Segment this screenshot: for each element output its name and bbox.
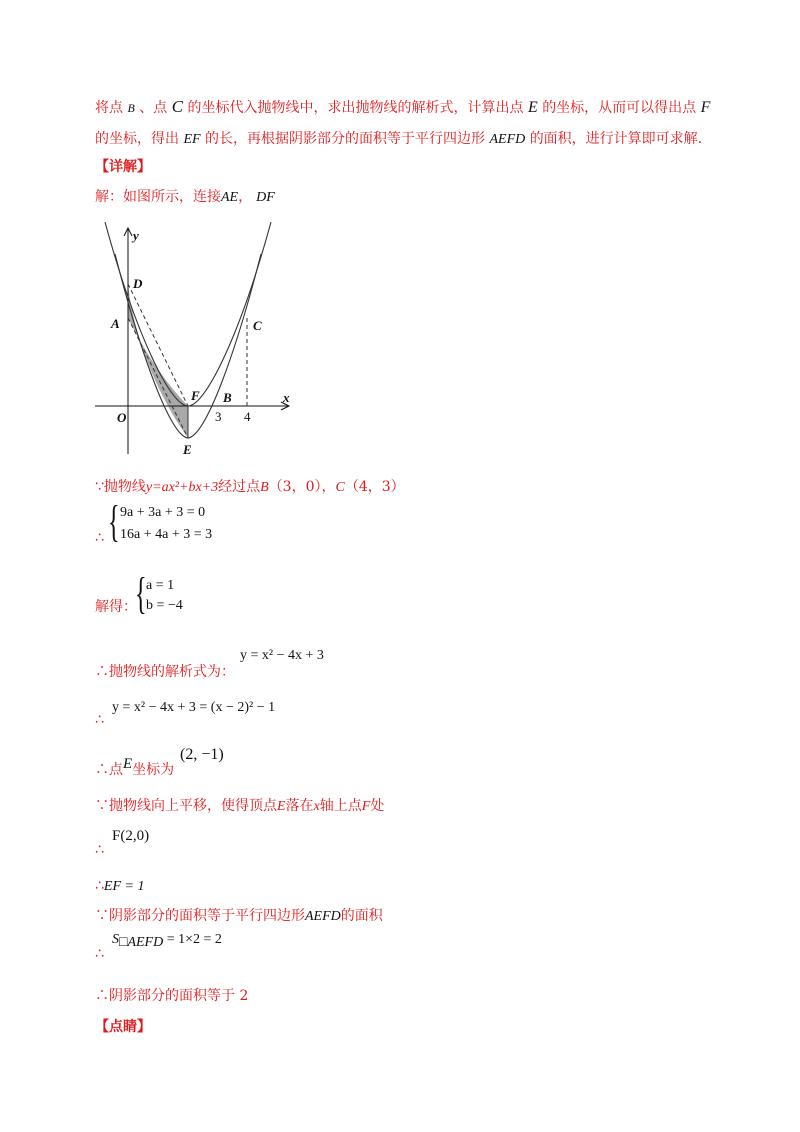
system-eq-2: 16a + 4a + 3 = 3 xyxy=(120,527,213,542)
vertex-coord: (2, −1) xyxy=(180,746,224,763)
analytic-form-label: ∴抛物线的解析式为： xyxy=(95,664,235,680)
segment-df xyxy=(128,284,188,406)
because-symbol: ∵ xyxy=(95,479,104,495)
point-b-label: B xyxy=(127,101,135,115)
text: ∵阴影部分的面积等于平行四边形 xyxy=(95,908,305,924)
text: 的坐标，得出 xyxy=(95,131,179,147)
text: （4，3） xyxy=(344,479,405,495)
point-e-label: E xyxy=(123,756,133,772)
segment-df-label: DF xyxy=(256,190,275,205)
label-E: E xyxy=(183,442,192,457)
section-comment-heading: 【点睛】 xyxy=(95,1019,151,1035)
shaded-region xyxy=(128,284,188,438)
therefore-symbol: ∴ xyxy=(95,946,104,962)
solution-eq-2: b = −4 xyxy=(146,598,183,613)
point-f-label: F xyxy=(361,799,371,814)
solution-eq-1: a = 1 xyxy=(146,578,175,593)
label-O: O xyxy=(117,410,127,425)
text: ∵抛物线向上平移，使得顶点 xyxy=(95,798,277,814)
text: 处 xyxy=(370,798,385,814)
area-value: = 1×2 = 2 xyxy=(166,932,222,947)
area-symbol: S xyxy=(112,932,119,947)
intro-line-2 xyxy=(95,129,702,150)
text: 的坐标，从而可以得出点 xyxy=(542,100,697,116)
analytic-form-eq: y = x² − 4x + 3 xyxy=(240,648,324,663)
parabola-figure xyxy=(95,222,305,467)
therefore-symbol: ∴ xyxy=(95,842,104,858)
point-f-coord: F(2,0) xyxy=(112,828,150,844)
text: 经过点 xyxy=(218,479,261,495)
text: 落在 xyxy=(285,798,314,814)
point-e-label: E xyxy=(527,99,538,116)
therefore-symbol: ∴ xyxy=(95,878,104,894)
step-9 xyxy=(95,876,144,897)
label-y: y xyxy=(133,228,139,243)
point-c-label: C xyxy=(335,480,345,495)
segment-ae-label: AE xyxy=(221,190,239,205)
intro-line-1 xyxy=(95,97,710,118)
text: （3，0）， xyxy=(268,479,336,495)
point-b-label: B xyxy=(260,480,269,495)
text: 的长，再根据阴影部分的面积等于平行四边形 xyxy=(205,131,486,147)
point-f-label: F xyxy=(700,99,711,116)
solution-brace: { xyxy=(135,569,147,618)
tick-4: 4 xyxy=(244,409,251,424)
point-e-label: E xyxy=(277,799,286,814)
parallelogram-label: AEFD xyxy=(489,132,526,147)
point-c-label: C xyxy=(171,97,184,116)
text: 的面积 xyxy=(340,908,383,924)
step-6 xyxy=(95,756,175,780)
label-A: A xyxy=(111,316,120,331)
ef-length: EF = 1 xyxy=(103,879,145,894)
label-F: F xyxy=(191,388,200,403)
text: 、点 xyxy=(139,100,168,116)
text: 坐标为 xyxy=(132,762,175,778)
label-D: D xyxy=(133,276,143,291)
label-x: x xyxy=(283,390,290,405)
segment-ef-label: EF xyxy=(183,132,201,147)
label-C: C xyxy=(253,318,262,333)
text: 解：如图所示，连接 xyxy=(95,189,221,205)
x-variable: x xyxy=(313,799,320,814)
step-7 xyxy=(95,796,384,817)
conclusion: ∴阴影部分的面积等于 2 xyxy=(95,988,249,1004)
section-detail-heading: 【详解】 xyxy=(95,159,151,175)
system-eq-1: 9a + 3a + 3 = 0 xyxy=(120,505,206,520)
text: 将点 xyxy=(95,100,123,116)
vertex-form-eq: y = x² − 4x + 3 = (x − 2)² − 1 xyxy=(112,700,276,715)
therefore-symbol: ∴ xyxy=(95,712,104,728)
equation: y=ax²+bx+3 xyxy=(145,480,219,495)
system-brace: { xyxy=(108,497,120,546)
text: 抛物线 xyxy=(103,479,146,495)
step-10 xyxy=(95,906,383,927)
solve-label: 解得： xyxy=(95,599,137,615)
text: 轴上点 xyxy=(319,798,362,814)
therefore-symbol: ∴ xyxy=(95,530,104,546)
separator: ， xyxy=(238,189,253,205)
text: 的坐标代入抛物线中，求出抛物线的解析式，计算出点 xyxy=(187,100,524,116)
step-1 xyxy=(95,477,405,498)
area-subscript: □AEFD xyxy=(119,935,164,950)
parallelogram-label: AEFD xyxy=(305,909,341,924)
text: ∴点 xyxy=(95,762,123,778)
solution-intro xyxy=(95,187,275,208)
text: 的面积，进行计算即可求解. xyxy=(529,131,703,147)
tick-3: 3 xyxy=(215,409,222,424)
label-B: B xyxy=(223,390,232,405)
area-equation xyxy=(112,932,222,951)
